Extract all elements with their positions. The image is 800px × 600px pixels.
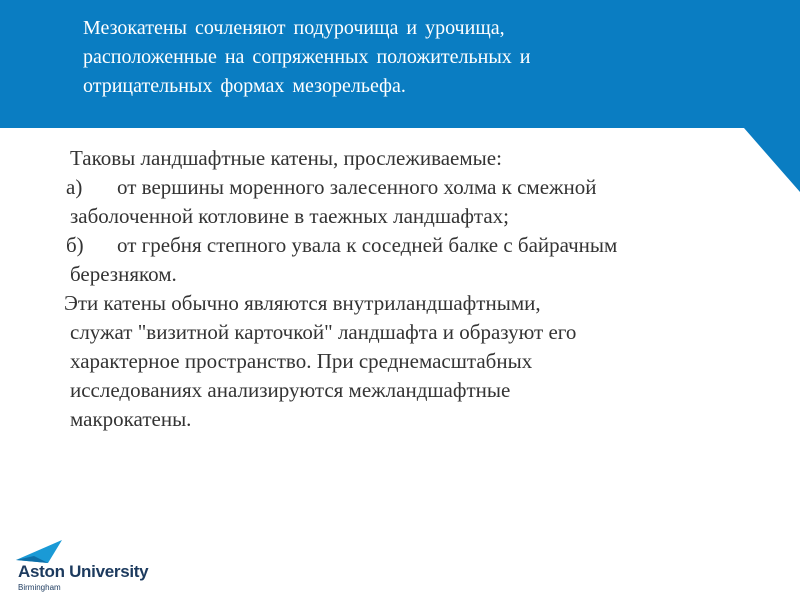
paragraph-line: характерное пространство. При среднемасштабных bbox=[70, 349, 533, 373]
list-item bbox=[64, 231, 774, 289]
paragraph-line: макрокатены. bbox=[70, 407, 192, 431]
intro-text: Таковы ландшафтные катены, прослеживаемые: bbox=[70, 146, 502, 170]
aston-triangle-icon bbox=[14, 540, 74, 564]
paragraph-line: Эти катены обычно являются внутриландшафтными, bbox=[64, 291, 541, 315]
title-line: отрицательных формах мезорельефа. bbox=[83, 75, 406, 97]
list-marker: б) bbox=[66, 233, 84, 257]
list-item-text: от вершины моренного залесенного холма к смежной bbox=[117, 175, 597, 199]
paragraph-line: исследованиях анализируются межландшафтные bbox=[70, 378, 511, 402]
body-text bbox=[64, 144, 774, 434]
list-item-text: заболоченной котловине в таежных ландшафтах; bbox=[70, 204, 510, 228]
paragraph-line: служат "визитной карточкой" ландшафта и образуют его bbox=[70, 320, 577, 344]
list-item-text: от гребня степного увала к соседней балке с байрачным bbox=[117, 233, 618, 257]
title-line: Мезокатены сочленяют подурочища и урочища, bbox=[83, 17, 505, 39]
aston-logo bbox=[14, 540, 149, 596]
logo-name: Aston University bbox=[18, 562, 149, 581]
logo-subtitle: Birmingham bbox=[18, 583, 61, 592]
list-marker: а) bbox=[66, 175, 83, 199]
paragraph bbox=[64, 289, 774, 434]
slide-title bbox=[83, 14, 643, 101]
list-item bbox=[64, 173, 774, 231]
title-line: расположенные на сопряженных положительных и bbox=[83, 46, 531, 68]
list-item-text: березняком. bbox=[70, 262, 177, 286]
